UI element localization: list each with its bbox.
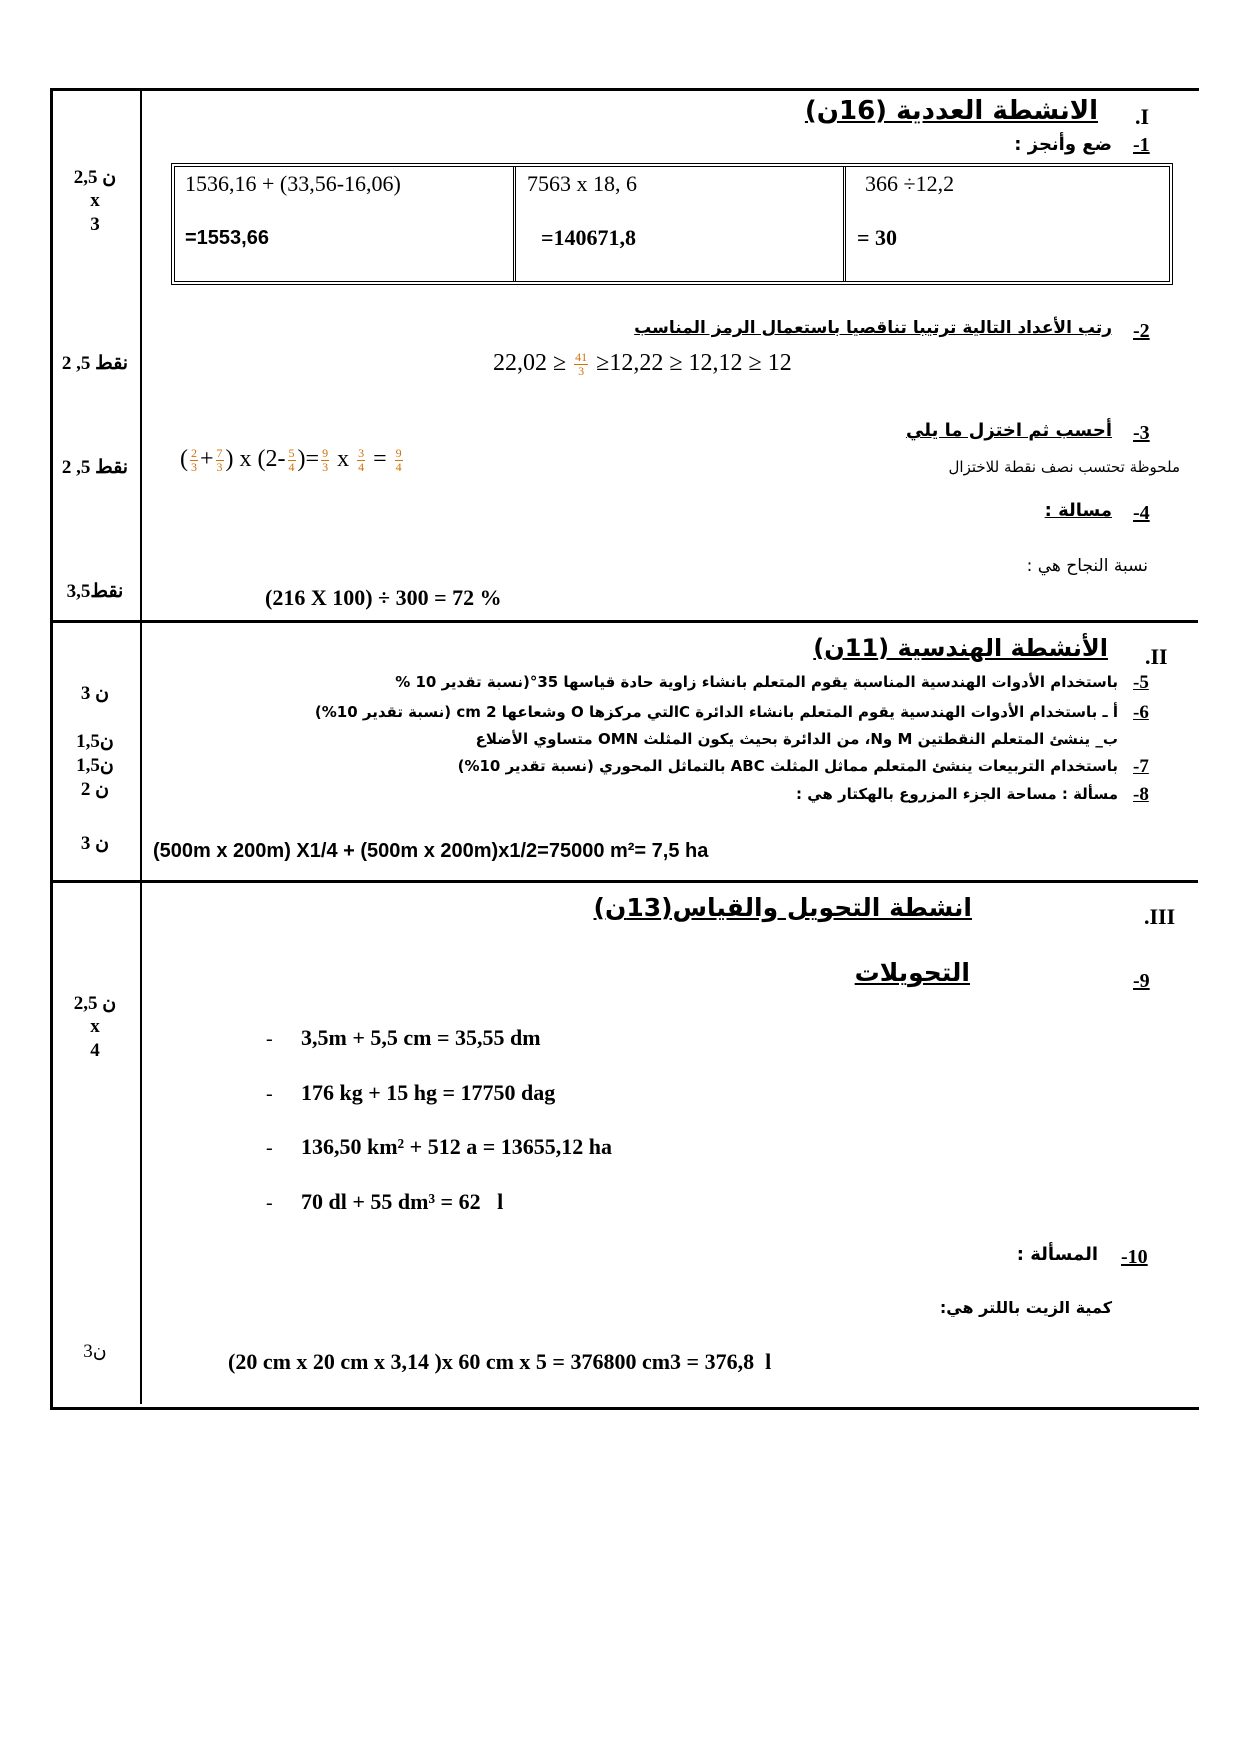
q6b-text: ب_ ينشئ المتعلم النقطتين M وN، من الدائرة بحيث يكون المثلث OMN متساوي الأضلاع — [475, 730, 1118, 748]
q3-plus: + — [200, 446, 214, 472]
table-cell-divider — [513, 167, 516, 281]
score-column-divider — [140, 88, 142, 1404]
q2-answer-right: ≥12,22 ≥ 12,12 ≥ 12 — [596, 350, 792, 376]
q7-number: -7 — [1133, 756, 1149, 777]
score-q7: 2 ن — [80, 779, 110, 800]
q3-frac-2 — [216, 447, 224, 474]
conversion-dash-3: - — [266, 1137, 273, 1159]
conversion-1: 3,5m + 5,5 cm = 35,55 dm — [301, 1025, 541, 1050]
q2-frac-den: 3 — [578, 363, 585, 378]
score-q9-line1: 2,5 ن — [73, 993, 117, 1014]
q8-answer: (500m x 200m) X1/4 + (500m x 200m)x1/2=75000 m²= 7,5 ha — [153, 840, 709, 862]
q3-mid: ) x (2- — [225, 446, 286, 472]
q3-note: ملحوظة تحتسب نصف نقطة للاختزال — [948, 458, 1180, 476]
section1-roman: .I — [1135, 104, 1150, 129]
q3-times: x — [331, 446, 356, 472]
q3-number: -3 — [1133, 422, 1150, 444]
q5-text: باستخدام الأدوات الهندسية المناسبة يقوم المتعلم بانشاء زاوية حادة قياسها 35°(نسبة تقدير 10 % — [395, 673, 1118, 691]
q1-number: -1 — [1133, 134, 1150, 156]
q3-paren-open: ( — [180, 446, 188, 472]
q10-text: كمية الزيت باللتر هي: — [939, 1298, 1112, 1317]
q9-label: التحويلات — [854, 958, 970, 987]
score-q6a: 1,5ن — [76, 731, 114, 752]
section3-roman: .III — [1144, 904, 1176, 929]
score-q9-line2: x — [90, 1016, 100, 1037]
score-q8: 3 ن — [80, 833, 110, 854]
score-q5: 3 ن — [80, 683, 110, 704]
q1-answer-table — [171, 163, 1173, 285]
section-divider-1 — [50, 620, 1198, 623]
table-result-3: = 30 — [857, 225, 898, 250]
section2-roman: .II — [1145, 644, 1168, 669]
q2-answer — [493, 350, 792, 378]
q2-answer-left: 22,02 ≥ — [493, 350, 567, 376]
frac-den: 3 — [216, 459, 223, 474]
score-q3: 2 ,5 نقط — [61, 457, 129, 478]
q10-answer: (20 cm x 20 cm x 3,14 )x 60 cm x 5 = 376800 cm3 = 376,8 l — [228, 1349, 772, 1374]
conversion-dash-2: - — [266, 1083, 273, 1105]
table-expr-1: 1536,16 + (33,56-16,06) — [185, 171, 401, 196]
q4-text: نسبة النجاح هي : — [1026, 556, 1148, 576]
q5-number: -5 — [1133, 672, 1149, 693]
q3-eq2: = — [367, 446, 393, 472]
conversion-2: 176 kg + 15 hg = 17750 dag — [301, 1080, 556, 1105]
q8-number: -8 — [1133, 784, 1149, 805]
score-q1-line2: x — [90, 190, 100, 211]
section2-title: الأنشطة الهندسية (11ن) — [813, 634, 1108, 662]
q3-frac-5 — [357, 447, 365, 474]
conversion-3: 136,50 km² + 512 a = 13655,12 ha — [301, 1134, 612, 1159]
q3-frac-6 — [395, 447, 403, 474]
score-q2: 2 ,5 نقط — [61, 353, 129, 374]
conversion-dash-4: - — [266, 1192, 273, 1214]
section-divider-2 — [50, 880, 1198, 883]
frac-num: 9 — [395, 445, 402, 460]
q6-number: -6 — [1133, 702, 1149, 723]
score-q4: 3,5نقط — [66, 581, 124, 602]
frac-den: 3 — [191, 459, 197, 474]
frac-den: 4 — [358, 459, 365, 474]
frac-den: 4 — [288, 459, 295, 474]
q3-expression — [180, 446, 405, 474]
q3-label: أحسب ثم اختزل ما يلي — [906, 420, 1112, 441]
q10-number: -10 — [1121, 1246, 1148, 1268]
q9-number: -9 — [1133, 970, 1150, 992]
conversion-4: 70 dl + 55 dm³ = 62 l — [301, 1189, 504, 1214]
q3-eq: )= — [297, 446, 320, 472]
q3-frac-4 — [321, 447, 329, 474]
score-q9-line3: 4 — [90, 1040, 100, 1061]
score-q6b: 1,5ن — [76, 755, 114, 776]
score-q1-line3: 3 — [90, 214, 100, 235]
q4-number: -4 — [1133, 502, 1150, 524]
frac-num: 9 — [322, 445, 329, 460]
frac-num: 3 — [358, 445, 365, 460]
score-q10: 3ن — [83, 1341, 107, 1362]
table-result-2: =140671,8 — [541, 225, 637, 250]
q10-label: المسألة : — [1016, 1244, 1098, 1265]
frac-den: 4 — [395, 459, 402, 474]
table-result-1: =1553,66 — [185, 227, 269, 249]
exam-answer-sheet — [50, 88, 1199, 1410]
frac-num: 2 — [191, 445, 197, 460]
frac-num: 5 — [288, 445, 295, 460]
table-expr-3: 366 ÷12,2 — [865, 171, 955, 196]
q8-text: مسألة : مساحة الجزء المزروع بالهكتار هي : — [796, 785, 1118, 803]
q2-frac-num: 41 — [575, 349, 588, 364]
q3-frac-3 — [288, 447, 296, 474]
q2-label: رتب الأعداد التالية ترتيبا تناقصيا باستعمال الرمز المناسب — [634, 318, 1112, 338]
frac-num: 7 — [216, 445, 223, 460]
q1-label: ضع وأنجز : — [1014, 134, 1112, 155]
q6-text: أ ـ باستخدام الأدوات الهندسية يقوم المتعلم بانشاء الدائرة Cالتي مركزها O وشعاعها 2 cm (نسبة تقدير 10%) — [314, 703, 1118, 721]
q4-answer: (216 X 100) ÷ 300 = 72 % — [265, 585, 502, 610]
q2-number: -2 — [1133, 320, 1150, 342]
section1-title: الانشطة العددية (16ن) — [804, 96, 1098, 126]
q4-label: مسالة : — [1044, 500, 1112, 521]
table-expr-2: 7563 x 18, 6 — [527, 171, 637, 196]
conversion-dash-1: - — [266, 1028, 273, 1050]
q2-fraction — [574, 351, 588, 378]
q3-frac-1 — [190, 447, 198, 474]
score-q1-line1: 2,5 ن — [73, 167, 117, 188]
table-cell-divider — [843, 167, 846, 281]
section3-title: انشطة التحويل والقياس(13ن) — [593, 893, 972, 922]
frac-den: 3 — [322, 459, 329, 474]
q7-text: باستخدام التربيعات ينشئ المتعلم مماثل المثلث ABC بالتماثل المحوري (نسبة تقدير 10%) — [457, 757, 1118, 775]
